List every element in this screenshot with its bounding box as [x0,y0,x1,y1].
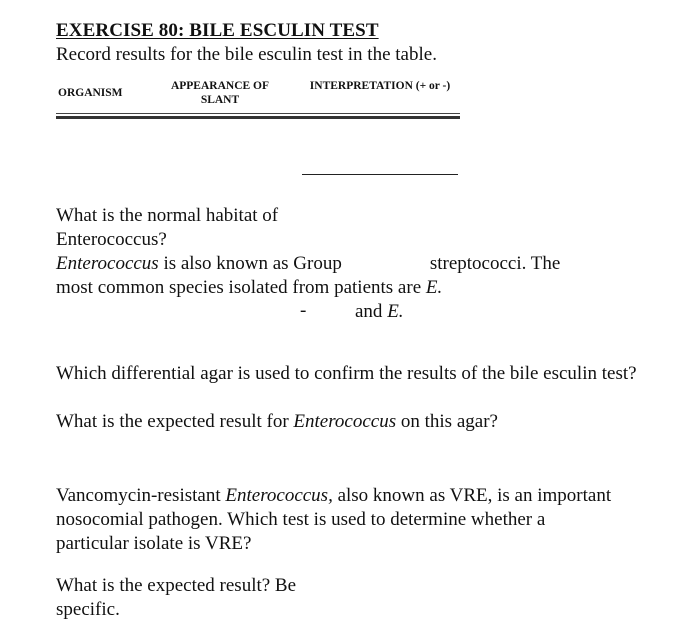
species-abbrev-1: E. [425,277,443,298]
question-species [56,276,442,300]
species-abbrev-2: E. [387,301,404,322]
question-group [56,252,616,276]
column-header-appearance: APPEARANCE OF SLANT [170,80,270,106]
table-header-rule-thick [56,116,460,119]
dash-mark: - [300,300,307,321]
question-vre-text: also known as VRE, is an important nosocomial pathogen. Which test is used to determine whether a particular isolate is VRE? [56,485,612,554]
genus-name-2: Enterococcus [293,411,397,432]
column-header-interpretation: INTERPRETATION (+ or -) [309,80,451,92]
genus-name-3: Enterococcus, [225,485,333,506]
question-expected-suffix: on this agar? [400,411,498,432]
answer-blank-line [302,174,458,175]
question-group-suffix: streptococci. The [429,253,561,274]
question-species-text: most common species isolated from patients are [56,277,422,298]
question-vre-prefix: Vancomycin-resistant [56,485,221,506]
table-header-rule [56,113,460,114]
question-species-and: and [355,301,383,322]
question-group-text: is also known as Group [163,253,342,274]
question-specific: What is the expected result? Be specific. [56,575,297,620]
page-title: EXERCISE 80: BILE ESCULIN TEST [56,20,379,41]
column-header-organism: ORGANISM [58,87,123,99]
question-agar: Which differential agar is used to confirm the results of the bile esculin test? [56,363,637,384]
question-expected-text: What is the expected result for [56,411,289,432]
genus-name: Enterococcus [56,253,159,274]
question-expected-agar [56,410,506,434]
question-vre [56,484,616,556]
question-species-cont [355,300,404,324]
question-habitat: What is the normal habitat of Enterococcus? [56,205,279,250]
instruction-text: Record results for the bile esculin test in the table. [56,44,437,65]
